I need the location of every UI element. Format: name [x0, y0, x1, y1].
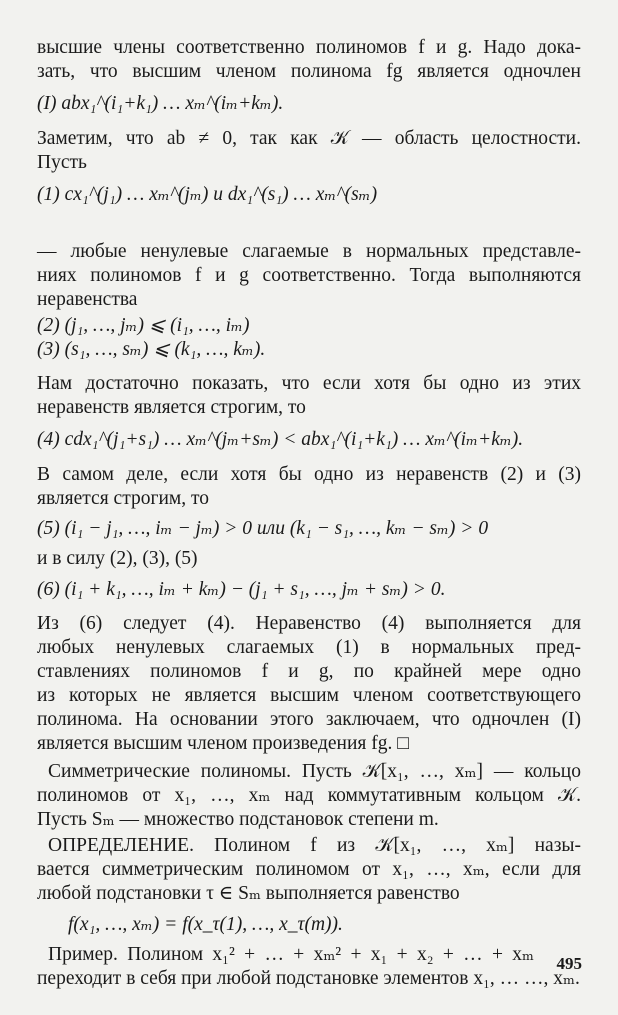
text-line-7: — любые ненулевые слагаемые в нормальных представле-: [37, 241, 581, 262]
inequality-6: (6) (i₁ + k₁, …, iₘ + kₘ) − (j₁ + s₁, …, jₘ + sₘ) > 0.: [37, 579, 446, 600]
text-line-2: зать, что высшим членом полинома fg является одночлен: [37, 61, 581, 82]
text-line-23: из которых не является высшим членом соответствующего: [37, 685, 581, 706]
page-number: 495: [556, 954, 582, 973]
text-line-12: Нам достаточно показать, что если хотя бы одно из этих: [37, 373, 581, 394]
section-heading-symmetric: Симметрические полиномы. Пусть 𝒦[x₁, …, xₘ] — кольцо: [48, 761, 581, 782]
text-line-22: ставлениях полиномов f и g, по крайней мере одно: [37, 661, 581, 682]
text-line-13: неравенств является строгим, то: [37, 397, 306, 418]
text-line-34: переходит в себя при любой подстановке элементов x₁, … …, xₘ.: [37, 968, 580, 989]
text-line-28: Пусть Sₘ — множество подстановок степени m.: [37, 809, 439, 830]
text-line-20: Из (6) следует (4). Неравенство (4) выполняется для: [37, 613, 581, 634]
equation-symmetric: f(x₁, …, xₘ) = f(x_τ(1), …, x_τ(m)).: [68, 914, 343, 935]
text-line-24: полинома. На основании этого заключаем, что одночлен (I): [37, 709, 581, 730]
text-line-18: и в силу (2), (3), (5): [37, 548, 198, 569]
inequality-4: (4) cdx₁^(j₁+s₁) … xₘ^(jₘ+sₘ) < abx₁^(i₁+k₁) … xₘ^(iₘ+kₘ).: [37, 429, 524, 450]
text-line-21: любых ненулевых слагаемых (1) в нормальных пред-: [37, 637, 581, 658]
definition-line: ОПРЕДЕЛЕНИЕ. Полином f из 𝒦[x₁, …, xₘ] назы-: [48, 835, 581, 856]
example-line: Пример. Полином x₁² + … + xₘ² + x₁ + x₂ + … + xₘ: [48, 944, 534, 965]
text-line-27: полиномов от x₁, …, xₘ над коммутативным кольцом 𝒦.: [37, 785, 581, 806]
text-line-15: В самом деле, если хотя бы одно из неравенств (2) и (3): [37, 464, 581, 485]
text-line-1: высшие члены соответственно полиномов f и g. Надо дока-: [37, 37, 581, 58]
equation-I: (I) abx₁^(i₁+k₁) … xₘ^(iₘ+kₘ).: [37, 93, 284, 114]
equation-1: (1) cx₁^(j₁) … xₘ^(jₘ) и dx₁^(s₁) … xₘ^(sₘ): [37, 184, 378, 205]
text-line-31: любой подстановки τ ∈ Sₘ выполняется равенство: [37, 883, 460, 904]
text-line-4: Заметим, что ab ≠ 0, так как 𝒦 — область целостности.: [37, 128, 581, 149]
text-line-8: ниях полиномов f и g соответственно. Тогда выполняются: [37, 265, 581, 286]
text-line-30: вается симметрическим полиномом от x₁, …, xₘ, если для: [37, 859, 581, 880]
text-line-25: является высшим членом произведения fg. □: [37, 733, 410, 754]
inequality-5: (5) (i₁ − j₁, …, iₘ − jₘ) > 0 или (k₁ − s₁, …, kₘ − sₘ) > 0: [37, 518, 489, 539]
text-line-5: Пусть: [37, 152, 87, 173]
text-line-9: неравенства: [37, 289, 138, 310]
text-line-16: является строгим, то: [37, 488, 209, 509]
inequality-3: (3) (s₁, …, sₘ) ⩽ (k₁, …, kₘ).: [37, 339, 266, 360]
inequality-2: (2) (j₁, …, jₘ) ⩽ (i₁, …, iₘ): [37, 315, 250, 336]
